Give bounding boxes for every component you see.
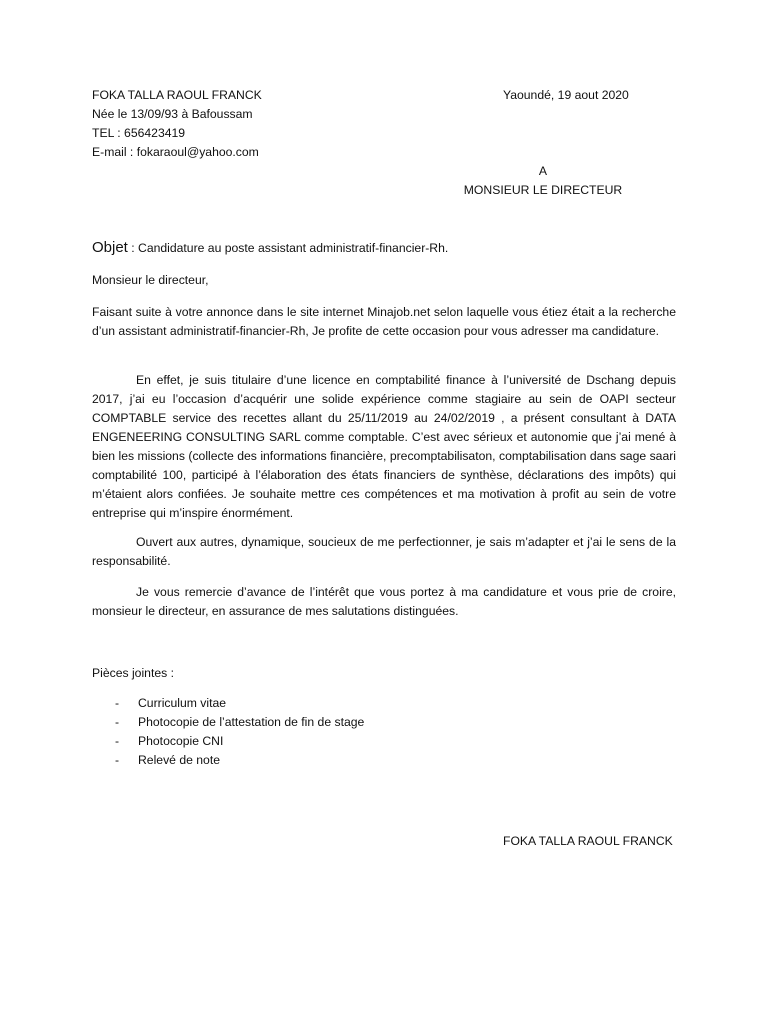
list-item-label: Photocopie CNI <box>138 734 224 748</box>
list-item-label: Photocopie de l’attestation de fin de stage <box>138 715 365 729</box>
recipient-line-1: A <box>538 164 548 178</box>
sender-tel: TEL : 656423419 <box>92 126 186 140</box>
list-bullet: - <box>115 734 120 748</box>
list-item-label: Relevé de note <box>138 753 220 767</box>
salutation: Monsieur le directeur, <box>92 273 209 287</box>
paragraph-intro: Faisant suite à votre annonce dans le site internet Minajob.net selon laquelle vous étiez était a la recherche d’un assistant administratif-financier-Rh, Je profite de cette occasion pour vous adresser ma candidature. <box>92 305 676 338</box>
list-item-label: Curriculum vitae <box>138 696 227 710</box>
sender-block <box>92 86 262 162</box>
attachments-title: Pièces jointes : <box>92 666 174 680</box>
recipient-block <box>440 162 646 200</box>
paragraph-qualities: Ouvert aux autres, dynamique, soucieux de me perfectionner, je sais m’adapter et j’ai le sens de la responsabilité. <box>92 535 676 568</box>
sender-birth: Née le 13/09/93 à Bafoussam <box>92 107 253 121</box>
letter-date: Yaoundé, 19 aout 2020 <box>503 88 629 102</box>
list-bullet: - <box>115 696 120 710</box>
subject-line <box>92 238 448 258</box>
sender-email: E-mail : fokaraoul@yahoo.com <box>92 145 259 159</box>
attachments-list <box>115 694 364 770</box>
recipient-line-2: MONSIEUR LE DIRECTEUR <box>463 183 623 197</box>
subject-label: Objet <box>92 239 128 256</box>
list-item <box>115 713 364 732</box>
list-item <box>115 732 364 751</box>
sender-name: FOKA TALLA RAOUL FRANCK <box>92 88 262 102</box>
list-bullet: - <box>115 753 120 767</box>
list-item <box>115 751 364 770</box>
list-bullet: - <box>115 715 120 729</box>
paragraph-experience: En effet, je suis titulaire d’une licence en comptabilité finance à l’université de Dschang depuis 2017, j’ai eu l’occasion d’acquérir une solide expérience comme stagiaire au sein de OAPI secteur COMPTABLE service des recettes allant du 25/11/2019 au 24/02/2019 , a présent consultant à DATA ENGENEERING CONSULTING SARL comme comptable. C’est avec sérieux et autonomie que j’ai mené à bien les missions (collecte des informations financière, precomptabilisaton, comptabilisation dans sage saari comptabilité 100, participé à l’élaboration des états financiers de synthèse, déclarations des impôts) qui m’étaient alors confiées. Je souhaite mettre ces compétences et ma motivation à profit au sein de votre entreprise qui m’inspire énormément. <box>92 373 676 520</box>
signature: FOKA TALLA RAOUL FRANCK <box>503 834 673 848</box>
list-item <box>115 694 364 713</box>
subject-text: : Candidature au poste assistant administratif-financier-Rh. <box>127 241 449 255</box>
paragraph-closing: Je vous remercie d’avance de l’intérêt que vous portez à ma candidature et vous prie de croire, monsieur le directeur, en assurance de mes salutations distinguées. <box>92 585 676 618</box>
